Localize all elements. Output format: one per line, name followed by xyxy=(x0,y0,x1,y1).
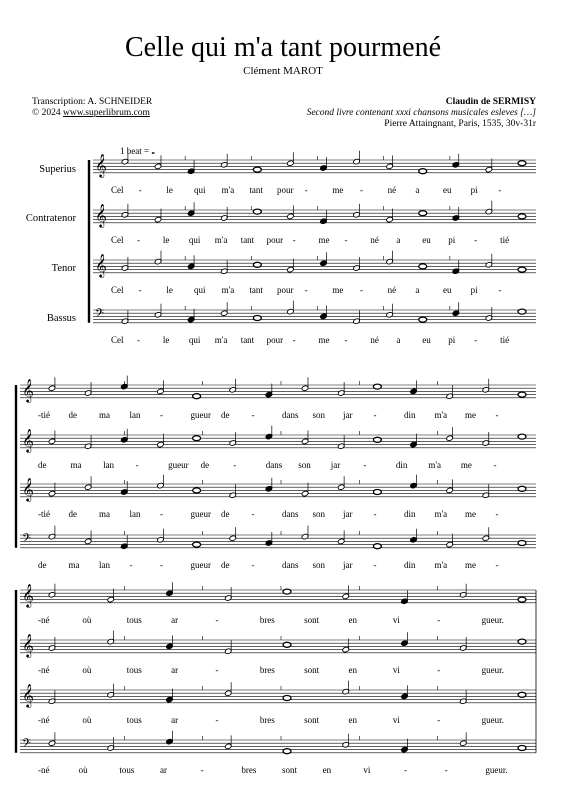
note-whole xyxy=(518,639,526,644)
note-whole xyxy=(373,544,381,549)
note-whole xyxy=(419,169,427,174)
note-whole xyxy=(518,161,526,166)
lyric-syllable: en xyxy=(348,664,358,675)
tempo-text: 1 beat = xyxy=(120,146,150,156)
source-printer: Pierre Attaingnant, Paris, 1535, 30v-31r xyxy=(384,119,536,129)
note-whole xyxy=(518,309,526,314)
lyric-syllable: - xyxy=(360,184,363,195)
note-whole xyxy=(253,316,261,321)
lyric-syllable: -né xyxy=(38,764,50,775)
lyric-syllable: - xyxy=(215,714,219,725)
lyric-syllable: gueur. xyxy=(481,664,504,675)
lyric-syllable: qui xyxy=(194,184,206,195)
lyric-syllable: où xyxy=(82,714,92,725)
lyric-syllable: -tié xyxy=(38,508,50,519)
lyric-syllable: né xyxy=(370,234,379,245)
lyric-syllable: pour xyxy=(266,334,284,345)
lyric-syllable: - xyxy=(493,459,497,470)
lyric-syllable: dans xyxy=(282,559,299,570)
lyric-syllable: son xyxy=(298,459,311,470)
lyric-syllable: m'a xyxy=(221,184,235,195)
lyric-syllable: tous xyxy=(126,614,142,625)
lyric-syllable: tant xyxy=(240,234,255,245)
lyric-syllable: - xyxy=(160,559,163,570)
lyric-syllable: ma xyxy=(99,409,110,420)
lyric-syllable: - xyxy=(498,284,502,295)
lyric-syllable: dans xyxy=(282,508,299,519)
lyric-syllable: gueur. xyxy=(481,714,504,725)
treble-clef-icon: 𝄞 xyxy=(22,378,34,402)
lyric-syllable: Cel xyxy=(111,184,124,195)
lyric-syllable: tié xyxy=(500,234,510,245)
lyric-syllable: - xyxy=(344,234,348,245)
treble-clef-icon: 𝄞 xyxy=(22,428,34,452)
note-whole xyxy=(193,542,201,547)
note-whole xyxy=(518,392,526,397)
lyric-syllable: - xyxy=(136,234,140,245)
lyric-syllable: de xyxy=(68,409,77,420)
lyric-syllable: où xyxy=(82,664,92,675)
lyric-syllable: Cel xyxy=(111,234,124,245)
lyric-syllable: lan xyxy=(129,508,141,519)
treble-clef-icon: 𝄞 xyxy=(22,683,34,707)
lyric-syllable: tous xyxy=(126,714,142,725)
lyric-syllable: de xyxy=(38,559,47,570)
lyric-syllable: en xyxy=(348,714,358,725)
lyric-syllable: - xyxy=(437,614,441,625)
lyric-syllable: Cel xyxy=(111,284,124,295)
lyric-syllable: sont xyxy=(304,614,320,625)
lyric-syllable: - xyxy=(373,508,377,519)
lyric-syllable: -né xyxy=(38,664,50,675)
lyric-syllable: gueur. xyxy=(485,764,508,775)
note-whole xyxy=(518,597,526,602)
lyric-syllable: ar xyxy=(171,614,179,625)
lyric-syllable: sont xyxy=(304,714,320,725)
lyric-syllable: - xyxy=(495,409,499,420)
lyric-syllable: - xyxy=(360,284,363,295)
lyric-syllable: tant xyxy=(249,184,263,195)
lyric-syllable: Cel xyxy=(111,334,124,345)
lyric-syllable: jar xyxy=(343,559,353,570)
lyric-syllable: ar xyxy=(160,764,167,775)
lyric-syllable: din xyxy=(404,409,416,420)
lyric-syllable: - xyxy=(129,559,133,570)
lyric-syllable: tié xyxy=(500,334,510,345)
lyric-syllable: - xyxy=(363,459,367,470)
note-whole xyxy=(253,167,261,172)
lyric-syllable: qui xyxy=(194,284,206,295)
note-whole xyxy=(518,214,526,219)
lyric-syllable: bres xyxy=(259,614,275,625)
lyric-syllable: où xyxy=(82,614,92,625)
lyric-syllable: de xyxy=(221,508,230,519)
lyric-syllable: de xyxy=(38,459,47,470)
source-book: Second livre contenant xxxi chansons musicales esleves […] xyxy=(306,108,536,118)
lyric-syllable: né xyxy=(387,284,397,295)
lyric-syllable: m'a xyxy=(221,284,235,295)
lyric-syllable: sont xyxy=(304,664,320,675)
lyric-syllable: dans xyxy=(265,459,283,470)
bass-clef-icon: 𝄢 xyxy=(22,532,32,548)
poet-name: Clément MAROT xyxy=(243,65,323,77)
note-whole xyxy=(373,490,381,495)
lyric-syllable: -né xyxy=(38,614,50,625)
lyric-syllable: - xyxy=(233,459,237,470)
lyric-syllable: - xyxy=(136,334,140,345)
lyric-syllable: m'a xyxy=(214,334,228,345)
lyric-syllable: me xyxy=(465,559,476,570)
lyric-syllable: le xyxy=(162,234,170,245)
lyric-syllable: bres xyxy=(241,764,257,775)
lyric-syllable: né xyxy=(370,334,379,345)
lyric-syllable: - xyxy=(373,409,377,420)
copyright-year: © 2024 xyxy=(32,108,61,118)
lyric-syllable: eu xyxy=(443,284,452,295)
voice-label-bassus: Bassus xyxy=(46,313,76,324)
lyric-syllable: m'a xyxy=(428,459,442,470)
lyric-syllable: me xyxy=(318,234,330,245)
lyric-syllable: - xyxy=(292,234,296,245)
lyric-syllable: a xyxy=(396,334,401,345)
lyric-syllable: pi xyxy=(448,234,456,245)
treble-clef-icon: 𝄞 xyxy=(95,253,107,277)
lyric-syllable: - xyxy=(437,714,441,725)
lyric-syllable: - xyxy=(251,508,255,519)
lyric-syllable: de xyxy=(200,459,210,470)
lyric-syllable: gueur xyxy=(190,409,211,420)
lyric-syllable: pour xyxy=(266,234,284,245)
lyric-syllable: - xyxy=(135,459,139,470)
note-whole xyxy=(518,486,526,491)
lyric-syllable: en xyxy=(348,614,358,625)
lyric-syllable: - xyxy=(474,334,478,345)
lyric-syllable: -tié xyxy=(38,409,50,420)
lyric-syllable: pour xyxy=(277,284,294,295)
lyric-syllable: - xyxy=(215,614,219,625)
lyric-syllable: me xyxy=(465,508,476,519)
treble-clef-icon: 𝄞 xyxy=(95,203,107,227)
lyric-syllable: - xyxy=(304,184,308,195)
lyric-syllable: me xyxy=(465,409,476,420)
note-whole xyxy=(518,434,526,439)
note-whole xyxy=(419,211,427,216)
lyric-syllable: qui xyxy=(188,334,201,345)
lyric-syllable: din xyxy=(404,559,416,570)
lyric-syllable: gueur. xyxy=(481,614,504,625)
lyric-syllable: de xyxy=(68,508,77,519)
lyric-syllable: - xyxy=(138,184,142,195)
lyric-syllable: - xyxy=(160,508,163,519)
lyric-syllable: - xyxy=(292,334,296,345)
note-whole xyxy=(419,264,427,269)
lyric-syllable: - xyxy=(251,409,255,420)
bass-clef-icon: 𝄢 xyxy=(22,737,32,753)
note-whole xyxy=(253,209,261,214)
lyric-syllable: ma xyxy=(99,508,110,519)
lyric-syllable: bres xyxy=(259,664,275,675)
lyric-syllable: vi xyxy=(363,764,371,775)
lyric-syllable: - xyxy=(437,664,441,675)
lyric-syllable: bres xyxy=(259,714,275,725)
lyric-syllable: - xyxy=(344,334,348,345)
transcription-credit: Transcription: A. SCHNEIDER xyxy=(32,97,153,107)
lyric-syllable: - xyxy=(215,664,219,675)
note-whole xyxy=(373,384,381,389)
lyric-syllable: gueur xyxy=(190,508,211,519)
lyric-syllable: - xyxy=(495,559,499,570)
lyric-syllable: me xyxy=(318,334,330,345)
lyric-syllable: pi xyxy=(470,184,478,195)
lyric-syllable: de xyxy=(221,409,230,420)
lyric-syllable: jar xyxy=(330,459,341,470)
lyric-syllable: - xyxy=(304,284,308,295)
lyric-syllable: lan xyxy=(99,559,110,570)
lyric-syllable: - xyxy=(251,559,255,570)
lyric-syllable: a xyxy=(396,234,401,245)
note-whole xyxy=(193,394,201,399)
note-whole xyxy=(193,488,201,493)
bass-clef-icon: 𝄢 xyxy=(95,307,105,323)
lyric-syllable: a xyxy=(415,184,420,195)
lyric-syllable: tous xyxy=(126,664,142,675)
lyric-syllable: me xyxy=(332,284,344,295)
note-whole xyxy=(253,262,261,267)
note-whole xyxy=(193,436,201,441)
note-whole xyxy=(518,267,526,272)
composer-name: Claudin de SERMISY xyxy=(445,97,536,107)
lyric-syllable: où xyxy=(78,764,88,775)
note-whole xyxy=(283,696,291,701)
lyric-syllable: le xyxy=(162,334,170,345)
lyric-syllable: m'a xyxy=(214,234,228,245)
lyric-syllable: ar xyxy=(171,714,179,725)
lyric-syllable: gueur xyxy=(190,559,211,570)
lyric-syllable: eu xyxy=(422,234,431,245)
lyric-syllable: - xyxy=(373,559,377,570)
lyric-syllable: gueur xyxy=(168,459,189,470)
lyric-syllable: jar xyxy=(343,409,353,420)
lyric-syllable: qui xyxy=(188,234,201,245)
lyric-syllable: vi xyxy=(392,714,400,725)
lyric-syllable: lan xyxy=(103,459,115,470)
lyric-syllable: - xyxy=(474,234,478,245)
lyric-syllable: le xyxy=(166,284,173,295)
lyric-syllable: ma xyxy=(68,559,80,570)
lyric-syllable: din xyxy=(395,459,408,470)
treble-clef-icon: 𝄞 xyxy=(22,477,34,501)
note-whole xyxy=(419,317,427,322)
lyric-syllable: me xyxy=(460,459,472,470)
voice-label-contratenor: Contratenor xyxy=(25,213,76,224)
lyric-syllable: pi xyxy=(448,334,456,345)
lyric-syllable: a xyxy=(415,284,420,295)
lyric-syllable: né xyxy=(387,184,397,195)
lyric-syllable: -né xyxy=(38,714,50,725)
piece-title: Celle qui m'a tant pourmené xyxy=(124,32,442,63)
lyric-syllable: me xyxy=(332,184,344,195)
whole-note-icon: 𝅝 xyxy=(151,146,155,156)
lyric-syllable: eu xyxy=(443,184,452,195)
lyric-syllable: de xyxy=(221,559,230,570)
lyric-syllable: - xyxy=(498,184,502,195)
lyric-syllable: sont xyxy=(282,764,298,775)
lyric-syllable: en xyxy=(322,764,332,775)
lyric-syllable: - xyxy=(160,409,163,420)
treble-clef-icon: 𝄞 xyxy=(22,583,34,607)
lyric-syllable: ar xyxy=(171,664,179,675)
lyric-syllable: - xyxy=(444,764,448,775)
lyric-syllable: vi xyxy=(392,664,400,675)
note-whole xyxy=(283,642,291,647)
lyric-syllable: eu xyxy=(422,334,431,345)
note-whole xyxy=(518,746,526,751)
lyric-syllable: - xyxy=(138,284,142,295)
lyric-syllable: pi xyxy=(470,284,478,295)
lyric-syllable: son xyxy=(312,409,326,420)
lyric-syllable: son xyxy=(312,508,326,519)
lyric-syllable: m'a xyxy=(434,508,448,519)
lyric-syllable: - xyxy=(495,508,499,519)
note-whole xyxy=(283,749,291,754)
lyric-syllable: din xyxy=(404,508,416,519)
note-whole xyxy=(518,541,526,546)
lyric-syllable: - xyxy=(200,764,204,775)
lyric-syllable: tous xyxy=(119,764,135,775)
note-whole xyxy=(373,437,381,442)
lyric-syllable: m'a xyxy=(434,409,448,420)
lyric-syllable: tant xyxy=(249,284,263,295)
treble-clef-icon: 𝄞 xyxy=(95,153,107,177)
note-whole xyxy=(518,692,526,697)
lyric-syllable: ma xyxy=(70,459,82,470)
voice-label-tenor: Tenor xyxy=(51,263,76,274)
voice-label-superius: Superius xyxy=(39,164,76,175)
lyric-syllable: vi xyxy=(392,614,400,625)
lyric-syllable: dans xyxy=(282,409,299,420)
lyric-syllable: m'a xyxy=(434,559,448,570)
lyric-syllable: lan xyxy=(129,409,141,420)
note-whole xyxy=(283,589,291,594)
lyric-syllable: son xyxy=(312,559,326,570)
lyric-syllable: le xyxy=(166,184,173,195)
lyric-syllable: pour xyxy=(277,184,294,195)
website-link[interactable]: www.superlibrum.com xyxy=(62,108,150,118)
lyric-syllable: jar xyxy=(343,508,353,519)
treble-clef-icon: 𝄞 xyxy=(22,633,34,657)
lyric-syllable: tant xyxy=(240,334,255,345)
lyric-syllable: - xyxy=(404,764,407,775)
